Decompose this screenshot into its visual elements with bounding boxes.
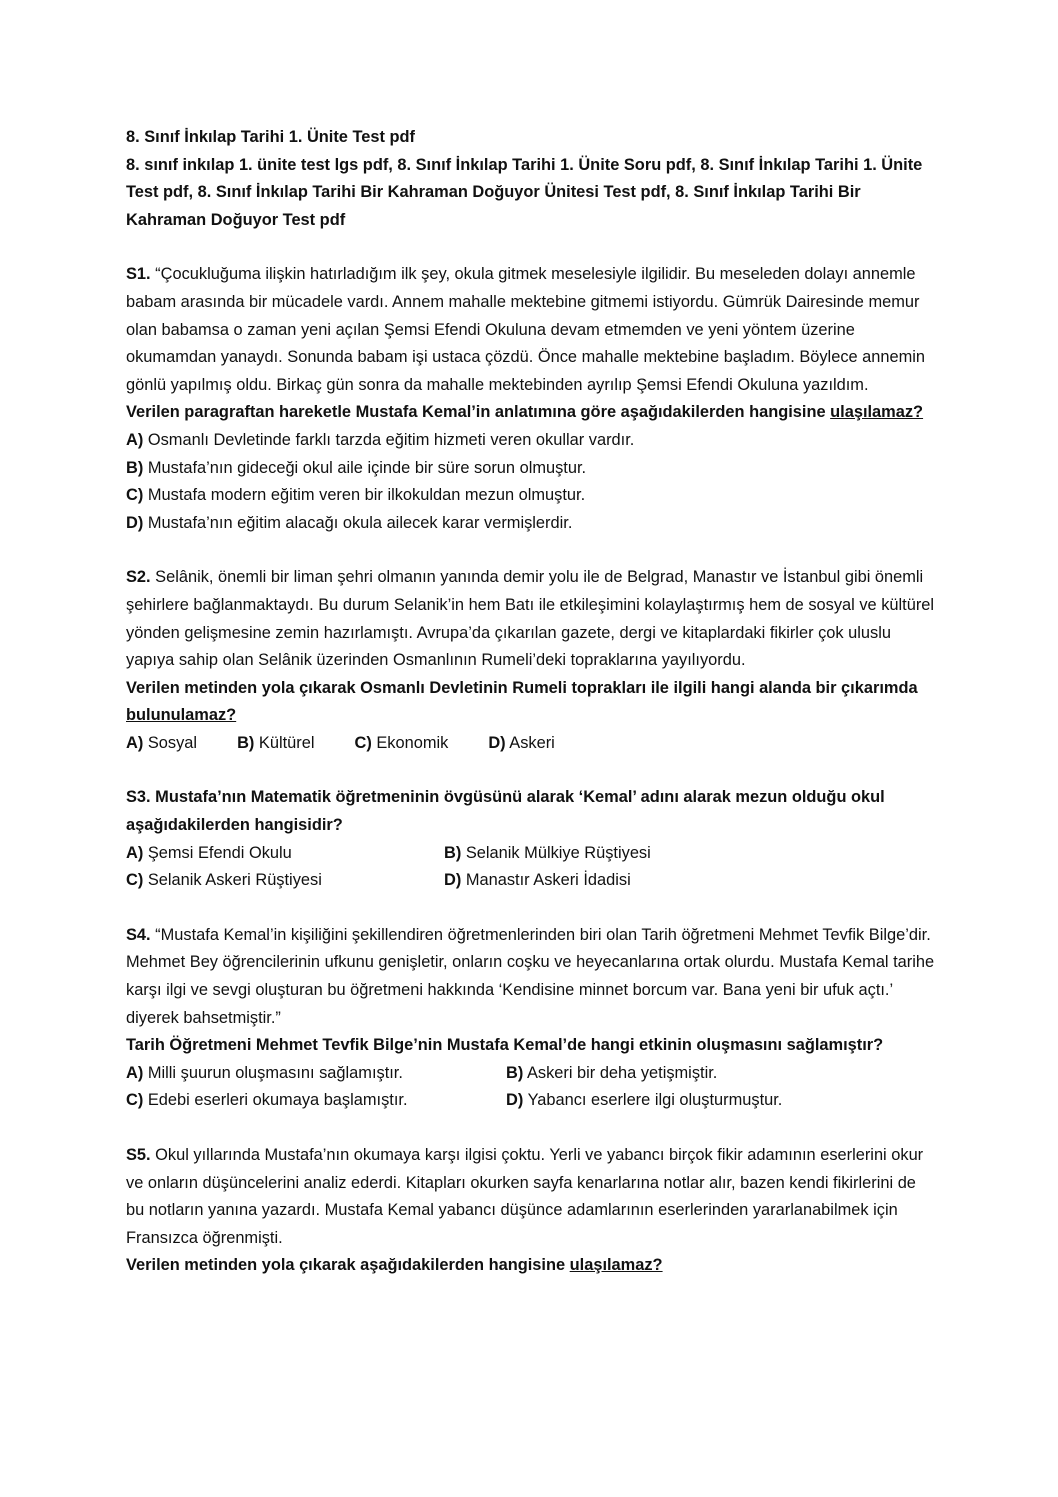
option-b[interactable] [126,455,936,483]
option-a[interactable] [126,1060,506,1088]
spacer [126,234,936,261]
option-c[interactable] [126,482,936,510]
option-d[interactable] [444,867,936,895]
question-number: S5. [126,1146,151,1164]
option-text: Kültürel [258,733,315,752]
option-letter: B) [126,458,144,477]
option-text: Şemsi Efendi Okulu [147,843,292,862]
option-letter: A) [126,1063,144,1082]
question-3 [126,784,936,894]
spacer [126,757,936,784]
option-c[interactable] [355,730,449,758]
option-a[interactable] [126,427,936,455]
option-text: Askeri bir deha yetişmiştir. [526,1063,718,1082]
prompt-emphasis: ulaşılamaz? [569,1256,663,1275]
passage-text: “Mustafa Kemal’in kişiliğini şekillendiren öğretmenlerinden biri olan Tarih öğretmeni Mehmet Tevfik Bilge’dir. Mehmet Bey öğrencilerinin ufkunu genişletir, onların coşku ve heyecanlarına ortak olurdu. Mustafa Kemal tarihe karşı ilgi ve sevgi oluşturan bu öğretmeni hakkında ‘Kendisine minnet borcum var. Bana yeni bir ufuk açtı.’ diyerek bahsetmiştir.” [126,925,935,1027]
document-tags: 8. sınıf inkılap 1. ünite test lgs pdf, 8. Sınıf İnkılap Tarihi 1. Ünite Soru pdf, 8. Sınıf İnkılap Tarihi 1. Ünite Test pdf, 8. Sınıf İnkılap Tarihi Bir Kahraman Doğuyor Ünitesi Test pdf, 8. Sınıf İnkılap Tarihi Bir Kahraman Doğuyor Test pdf [126,155,923,229]
option-letter: B) [506,1063,524,1082]
option-letter: D) [126,513,144,532]
question-2 [126,564,936,757]
question-5 [126,1142,936,1280]
spacer [126,1115,936,1142]
spacer [126,895,936,922]
option-text: Yabancı eserlere ilgi oluşturmuştur. [527,1091,783,1110]
option-a[interactable] [126,840,444,868]
option-letter: A) [126,843,144,862]
question-2-passage [126,564,936,674]
question-number: S3. [126,788,151,807]
option-letter: C) [126,1091,144,1110]
option-text: Ekonomik [376,733,449,752]
question-4-prompt: Tarih Öğretmeni Mehmet Tevfik Bilge’nin Mustafa Kemal’de hangi etkinin oluşmasını sağlamıştır? [126,1036,884,1055]
option-text: Mustafa modern eğitim veren bir ilkokuldan mezun olmuştur. [147,486,586,505]
document-page [126,124,936,1280]
option-letter: D) [444,871,462,890]
option-letter: C) [126,486,144,505]
option-text: Manastır Askeri İdadisi [465,871,631,890]
question-5-passage [126,1142,936,1252]
option-letter: A) [126,430,144,449]
question-4-options [126,1060,936,1115]
question-4-passage [126,922,936,1032]
spacer [126,537,936,564]
option-d[interactable] [506,1087,936,1115]
option-text: Edebi eserleri okumaya başlamıştır. [147,1091,408,1110]
question-5-prompt [126,1252,936,1280]
question-1-prompt [126,399,936,427]
option-d[interactable] [126,510,936,538]
prompt-text: Mustafa’nın Matematik öğretmeninin övgüsünü alarak ‘Kemal’ adını alarak mezun olduğu okul aşağıdakilerden hangisidir? [126,788,885,835]
option-c[interactable] [126,867,444,895]
option-text: Milli şuurun oluşmasını sağlamıştır. [147,1063,403,1082]
option-letter: C) [354,733,372,752]
option-letter: C) [126,871,144,890]
document-title: 8. Sınıf İnkılap Tarihi 1. Ünite Test pdf [126,128,415,146]
option-letter: D) [506,1091,524,1110]
question-number: S2. [126,568,151,587]
option-letter: B) [444,843,462,862]
question-2-options [126,730,936,758]
passage-text: “Çocukluğuma ilişkin hatırladığım ilk şey, okula gitmek meselesiyle ilgilidir. Bu meseleden dolayı annemle babam arasında bir mücadele vardı. Annem mahalle mektebine gitmemi istiyordu. Gümrük Dairesinde memur olan babamsa o zaman yeni açılan Şemsi Efendi Okuluna devam etmemden ve yeni yöntem üzerine okumamdan yanaydı. Sonunda babam işi ustaca çözdü. Önce mahalle mektebine başladım. Böylece annemin gönlü yapılmış oldu. Birkaç gün sonra da mahalle mektebinden ayrılıp Şemsi Efendi Okuluna yazıldım. [126,265,926,394]
option-text: Osmanlı Devletinde farklı tarzda eğitim hizmeti veren okullar vardır. [147,430,635,449]
option-text: Sosyal [147,733,198,752]
option-text: Selanik Mülkiye Rüştiyesi [465,843,651,862]
option-letter: A) [126,733,144,752]
question-1 [126,261,936,537]
option-a[interactable] [126,730,197,758]
option-b[interactable] [237,730,314,758]
option-c[interactable] [126,1087,506,1115]
option-text: Selanik Askeri Rüştiyesi [147,871,322,890]
option-d[interactable] [488,730,555,758]
prompt-text: Verilen metinden yola çıkarak aşağıdakilerden hangisine [126,1256,566,1275]
passage-text: Selânik, önemli bir liman şehri olmanın yanında demir yolu ile de Belgrad, Manastır ve İstanbul gibi önemli şehirlere bağlanmaktaydı. Bu durum Selanik’in hem Batı ile etkileşimini kolaylaştırmış hem de sosyal ve kültürel yönden gelişmesine zemin hazırlamıştı. Avrupa’da çıkarılan gazete, dergi ve kitaplardaki fikirler çok uluslu yapıya sahip olan Selânik üzerinden Osmanlının Rumeli’deki topraklarına yayılıyordu. [126,568,935,670]
question-4 [126,922,936,1115]
option-letter: D) [488,733,506,752]
passage-text: Okul yıllarında Mustafa’nın okumaya karşı ilgisi çoktu. Yerli ve yabancı birçok fikir adamının eserlerini okur ve onların düşüncelerini analiz ederdi. Kitapları okurken sayfa kenarlarına notlar alır, bazen kendi fikirlerini de bu notların yanına yazardı. Mustafa Kemal yabancı düşünce adamlarının eserlerinden yararlanabilmek için Fransızca öğrenmişti. [126,1146,924,1247]
question-3-options [126,840,936,895]
prompt-emphasis: bulunulamaz? [126,706,237,725]
question-number: S4. [126,925,151,944]
option-letter: B) [237,733,255,752]
option-b[interactable] [506,1060,936,1088]
question-3-prompt [126,784,936,839]
question-2-prompt [126,675,936,730]
prompt-text: Verilen metinden yola çıkarak Osmanlı Devletinin Rumeli toprakları ile ilgili hangi alanda bir çıkarımda [126,678,918,697]
option-text: Mustafa’nın eğitim alacağı okula ailecek karar vermişlerdir. [147,513,573,532]
prompt-emphasis: ulaşılamaz? [830,403,924,422]
question-1-passage [126,261,936,399]
prompt-text: Verilen paragraftan hareketle Mustafa Kemal’in anlatımına göre aşağıdakilerden hangisine [126,403,826,422]
option-text: Askeri [509,733,555,752]
option-text: Mustafa’nın gideceği okul aile içinde bir süre sorun olmuştur. [147,458,587,477]
question-number: S1. [126,265,151,284]
option-b[interactable] [444,840,936,868]
